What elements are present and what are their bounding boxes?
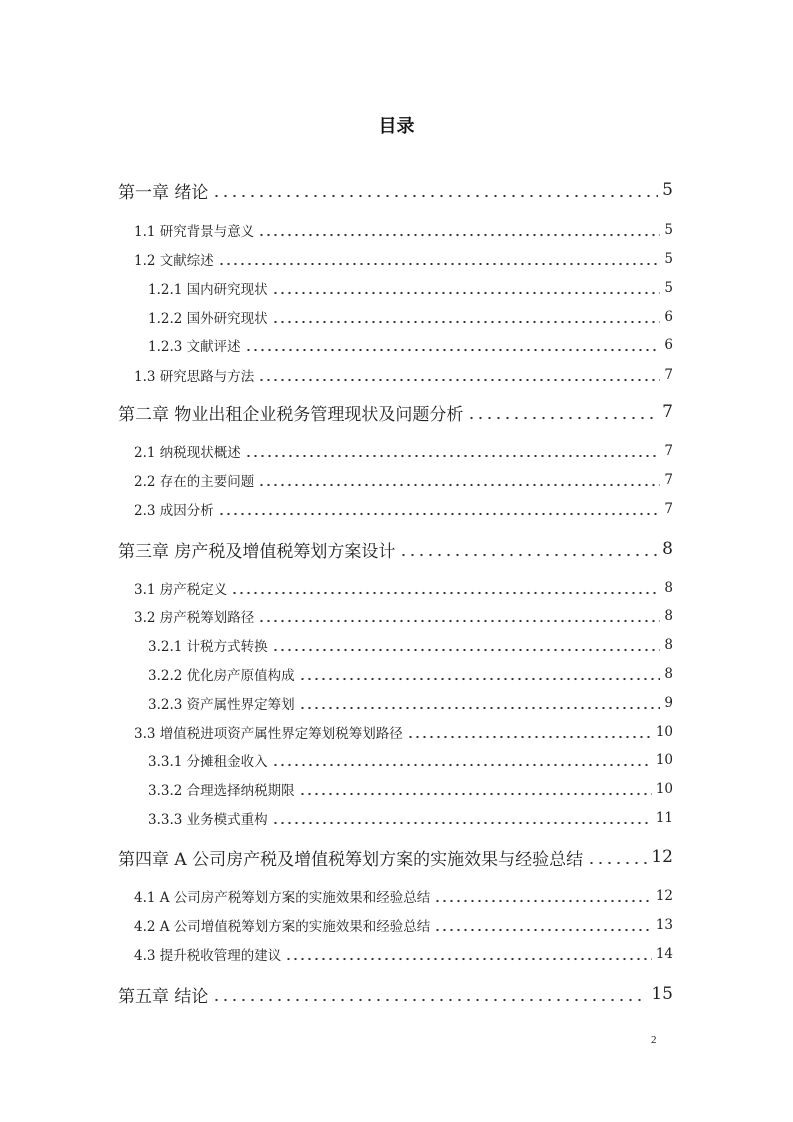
toc-entry-page: 5 [662, 180, 673, 200]
page-number: 2 [651, 1034, 657, 1046]
toc-entry[interactable] [134, 575, 673, 601]
dot-leader [407, 735, 652, 739]
toc-entry-label: 2.3 成因分析 [134, 503, 214, 519]
toc-entry-label: 3.1 房产税定义 [134, 582, 228, 598]
toc-entry[interactable] [118, 536, 673, 562]
toc-entry-page: 7 [662, 402, 673, 422]
toc-entry[interactable] [134, 603, 673, 629]
toc-entry[interactable] [134, 941, 673, 967]
toc-entry[interactable] [134, 912, 673, 938]
dot-leader [272, 648, 661, 652]
toc-entry-label: 3.2.1 计税方式转换 [148, 639, 268, 655]
dot-leader [231, 591, 660, 595]
toc-entry-label: 1.2.3 文献评述 [148, 339, 241, 355]
toc-entry[interactable] [148, 805, 673, 831]
toc-entry-page: 14 [655, 946, 673, 962]
dot-leader [218, 512, 661, 516]
dot-leader [587, 861, 647, 865]
dot-leader [272, 291, 661, 295]
dot-leader [245, 348, 661, 352]
dot-leader [399, 553, 658, 557]
toc-entry-label: 4.3 提升税收管理的建议 [134, 948, 282, 964]
toc-entry[interactable] [148, 332, 673, 358]
toc-entry-label: 3.2.3 资产属性界定筹划 [148, 697, 295, 713]
toc-entry-page: 6 [664, 337, 673, 353]
toc-entry-page: 7 [664, 367, 673, 383]
dot-leader [467, 416, 658, 420]
toc-entry-page: 7 [664, 501, 673, 517]
toc-entry-label: 第一章 绪论 [118, 182, 209, 203]
toc-entry[interactable] [134, 883, 673, 909]
dot-leader [434, 928, 652, 932]
toc-entry[interactable] [148, 776, 673, 802]
toc-entry[interactable] [134, 438, 673, 464]
toc-entry-label: 3.3.2 合理选择纳税期限 [148, 783, 295, 799]
dot-leader [258, 233, 660, 237]
toc-entry-page: 13 [655, 917, 673, 933]
toc-entry[interactable] [134, 496, 673, 522]
toc-entry[interactable] [148, 275, 673, 301]
toc-entry-label: 4.2 A 公司增值税筹划方案的实施效果和经验总结 [134, 919, 431, 935]
toc-entry-label: 1.1 研究背景与意义 [134, 224, 255, 240]
toc-entry-label: 第三章 房产税及增值税筹划方案设计 [118, 541, 396, 562]
dot-leader [299, 792, 652, 796]
dot-leader [245, 454, 661, 458]
toc-entry[interactable] [148, 690, 673, 716]
dot-leader [258, 483, 660, 487]
toc-entry-page: 8 [664, 580, 673, 596]
toc-entry[interactable] [118, 177, 673, 203]
toc-entry[interactable] [134, 217, 673, 243]
toc-entry[interactable] [148, 632, 673, 658]
toc-entry[interactable] [148, 304, 673, 330]
toc-entry-label: 3.3 增值税进项资产属性界定筹划税筹划路径 [134, 726, 403, 742]
dot-leader [272, 763, 652, 767]
toc-entry[interactable] [134, 467, 673, 493]
dot-leader [258, 619, 660, 623]
toc-entry[interactable] [118, 981, 673, 1007]
toc-entry-label: 3.3.1 分摊租金收入 [148, 754, 268, 770]
toc-entry-page: 6 [664, 309, 673, 325]
dot-leader [218, 262, 661, 266]
toc-entry-label: 3.2.2 优化房产原值构成 [148, 668, 295, 684]
toc-entry-label: 1.2.1 国内研究现状 [148, 282, 268, 298]
toc-entry-label: 1.2.2 国外研究现状 [148, 311, 268, 327]
toc-entry-page: 5 [664, 222, 673, 238]
toc-entry-page: 8 [664, 666, 673, 682]
dot-leader [272, 320, 661, 324]
toc-entry-page: 10 [655, 724, 673, 740]
toc-entry-label: 4.1 A 公司房产税筹划方案的实施效果和经验总结 [134, 890, 431, 906]
toc-entry[interactable] [148, 747, 673, 773]
dot-leader [299, 706, 661, 710]
toc-entry-label: 第五章 结论 [118, 986, 209, 1007]
toc-entry-page: 9 [664, 695, 673, 711]
dot-leader [272, 821, 652, 825]
toc-entry-page: 10 [655, 781, 673, 797]
toc-entry-page: 15 [651, 984, 673, 1004]
toc-entry-page: 5 [664, 251, 673, 267]
toc-entry-label: 3.2 房产税筹划路径 [134, 610, 255, 626]
dot-leader [212, 194, 658, 198]
toc-entry[interactable] [148, 661, 673, 687]
toc-entry-page: 11 [655, 810, 673, 826]
toc-entry-label: 1.3 研究思路与方法 [134, 369, 255, 385]
toc-entry[interactable] [134, 719, 673, 745]
toc-entry-label: 3.3.3 业务模式重构 [148, 812, 268, 828]
toc-entry-page: 12 [651, 847, 673, 867]
toc-entry-page: 5 [664, 280, 673, 296]
toc-entry-page: 8 [664, 608, 673, 624]
toc-entry-label: 1.2 文献综述 [134, 253, 214, 269]
dot-leader [434, 899, 652, 903]
toc-entry[interactable] [134, 362, 673, 388]
toc-title: 目录 [378, 116, 415, 137]
toc-entry[interactable] [118, 399, 673, 425]
toc-entry-page: 8 [662, 539, 673, 559]
dot-leader [299, 677, 661, 681]
dot-leader [212, 998, 647, 1002]
toc-entry-page: 10 [655, 752, 673, 768]
toc-entry-page: 12 [655, 888, 673, 904]
toc-entry-page: 7 [664, 443, 673, 459]
toc-entry-label: 2.1 纳税现状概述 [134, 445, 241, 461]
toc-entry-page: 7 [664, 472, 673, 488]
toc-entry-page: 8 [664, 637, 673, 653]
toc-entry[interactable] [118, 844, 673, 870]
toc-entry-label: 第二章 物业出租企业税务管理现状及问题分析 [118, 404, 464, 425]
toc-entry-label: 2.2 存在的主要问题 [134, 474, 255, 490]
dot-leader [258, 378, 660, 382]
toc-entry[interactable] [134, 246, 673, 272]
dot-leader [285, 957, 652, 961]
toc-entry-label: 第四章 A 公司房产税及增值税筹划方案的实施效果与经验总结 [118, 849, 584, 870]
